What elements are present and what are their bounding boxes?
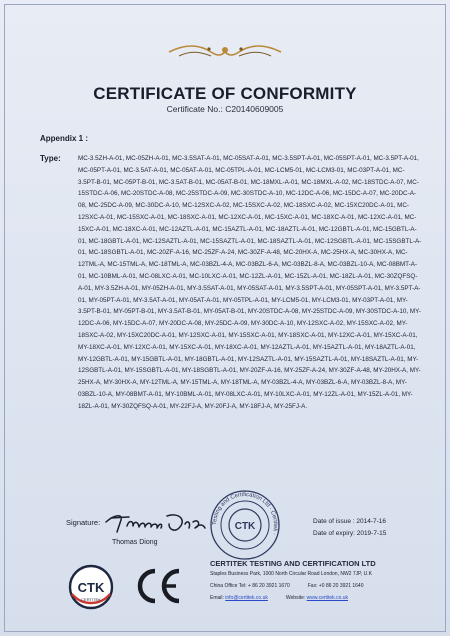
appendix-heading: Appendix 1 : xyxy=(40,134,89,143)
date-of-issue: Date of issue : 2014-7-16 xyxy=(313,518,386,525)
signatory-name: Thomas Diong xyxy=(112,539,158,546)
handwritten-signature xyxy=(103,510,208,536)
issuer-phone-fax xyxy=(210,583,430,589)
issuer-address: Staples Business Park, 1000 North Circular Road London, NW2 7JP, U.K xyxy=(210,571,372,577)
website-link[interactable]: www.certitek.co.uk xyxy=(306,595,349,601)
certificate-number: Certificate No.: C20140609005 xyxy=(166,104,284,114)
issuer-phone: China Office Tel: + 86 20 3921 1670 xyxy=(210,583,290,589)
email-link[interactable]: info@certitek.co.uk xyxy=(225,595,268,601)
stamp-ring-text: Testing and Certification Ltd · Certitek · xyxy=(211,491,279,536)
issuer-email-block xyxy=(210,595,268,601)
issuer-info xyxy=(210,559,430,601)
ctk-logo-text: CTK xyxy=(77,580,105,595)
type-list: MC-3.5ZH-A-01, MC-05ZH-A-01, MC-3.5SAT-A-01, MC-05SAT-A-01, MC-3.5SPT-A-01, MC-05SPT-A-01, MC-3.5PT-A-01, MC-05PT-A-01, MC-3.5AT-A-01, MC-05AT-A-01, MC-05TPL-A-01, MC-LCM5-01, MC-LCM3-01, MC-03PT-A-01, MC-3.5PT-B-01, MC-05PT-B-01, MC-3.5AT-B-01, MC-05AT-B-01, MC-18MXL-A-01, MC-18MXL-A-02, MC-18STDC-A-07, MC-15STDC-A-06, MC-20STDC-A-08, MC-25STDC-A-09, MC-30STDC-A-10, MC-12DC-A-06, MC-15DC-A-07, MC-20DC-A-08, MC-25DC-A-09, MC-30DC-A-10, MC-12SXC-A-02, MC-15SXC-A-02, MC-18SXC-A-02, MC-15XC20DC-A-01, MC-12SXC-A-01, MC-15SXC-A-01, MC-18SXC-A-01, MC-12XC-A-01, MC-15XC-A-01, MC-18XC-A-01, MC-12XC-A-01, MC-15XC-A-01, MC-18XC-A-01, MC-12AZTL-A-01, MC-15AZTL-A-01, MC-18AZTL-A-01, MC-12GBTL-A-01, MC-15GBTL-A-01, MC-18GBTL-A-01, MC-12SAZTL-A-01, MC-15SAZTL-A-01, MC-18SAZTL-A-01, MC-12SGBTL-A-01, MC-15SGBTL-A-01, MC-18SGBTL-A-01, MC-20ZF-A-16, MC-25ZF-A-24, MC-30ZF-A-48, MC-20HX-A, MC-25HX-A, MC-30HX-A, MC-12TML-A, MC-15TML-A, MC-18TML-A, MC-03BZL-4-A, MC-03BZL-6-A, MC-03BZL-8-A, MC-03BZL-10-A, MC-08BMT-A-01, MC-10BML-A-01, MC-08LXC-A-01, MC-10LXC-A-01, MC-12ZL-A-01, MC-15ZL-A-01, MC-18ZL-A-01, MC-30ZQFSQ-A-01, MY-3.5ZH-A-01, MY-05ZH-A-01, MY-3.5SAT-A-01, MY-05SAT-A-01, MY-3.5SPT-A-01, MY-05SPT-A-01, MY-3.5PT-A-01, MY-05PT-A-01, MY-3.5AT-A-01, MY-05AT-A-01, MY-05TPL-A-01, MY-LCM5-01, MY-LCM3-01, MY-03PT-A-01, MY-3.5PT-B-01, MY-05PT-B-01, MY-3.5AT-B-01, MY-05AT-B-01, MY-20STDC-A-08, MY-25STDC-A-09, MY-30STDC-A-10, MY-12DC-A-06, MY-15DC-A-07, MY-20DC-A-08, MY-25DC-A-09, MY-30DC-A-10, MY-12SXC-A-02, MY-15SXC-A-02, MY-18SXC-A-02, MY-15XC20DC-A-01, MY-12SXC-A-01, MY-15SXC-A-01, MY-18SXC-A-01, MY-12XC-A-01, MY-15XC-A-01, MY-18XC-A-01, MY-12XC-A-01, MY-15XC-A-01, MY-18XC-A-01, MY-12AZTL-A-01, MY-15AZTL-A-01, MY-18AZTL-A-01, MY-12GBTL-A-01, MY-15GBTL-A-01, MY-18GBTL-A-01, MY-12SAZTL-A-01, MY-15SAZTL-A-01, MY-18SAZTL-A-01, MY-12SGBTL-A-01, MY-15SGBTL-A-01, MY-18SGBTL-A-01, MY-20ZF-A-16, MY-25ZF-A-24, MY-30ZF-A-48, MY-20HX-A, MY-25HX-A, MY-30HX-A, MY-12TML-A, MY-15TML-A, MY-18TML-A, MY-03BZL-4-A, MY-03BZL-6-A, MY-03BZL-8-A, MY-03BZL-10-A, MY-08BMT-A-01, MY-10BML-A-01, MY-08LXC-A-01, MY-10LXC-A-01, MY-12ZL-A-01, MY-15ZL-A-01, MY-18ZL-A-01, MY-30ZQFSQ-A-01, MY-22FJ-A, MY-20FJ-A, MY-18FJ-A, MY-25FJ-A. xyxy=(78,155,422,410)
ce-mark-text: CE xyxy=(134,566,136,567)
email-label: Email: xyxy=(210,595,226,601)
ctk-logo-subtext: CERTITEK xyxy=(81,597,101,602)
stamp-center-text: CTK xyxy=(234,521,256,532)
ctk-logo xyxy=(62,564,120,610)
issuer-name: CERTITEK TESTING AND CERTIFICATION LTD xyxy=(210,559,376,568)
issuer-website-block xyxy=(286,595,348,601)
certification-stamp xyxy=(208,488,282,562)
signature-label: Signature: xyxy=(66,518,101,527)
type-label: Type: xyxy=(40,154,61,163)
website-label: Website: xyxy=(285,595,307,601)
ce-mark xyxy=(134,566,182,606)
certificate-title: CERTIFICATE OF CONFORMITY xyxy=(93,84,357,103)
issuer-fax: Fax: +0 86 20 3921 1640 xyxy=(307,583,364,589)
decorative-ornament xyxy=(165,40,285,64)
validity-dates xyxy=(313,516,386,540)
date-of-expiry: Date of expiry: 2019-7-15 xyxy=(313,530,387,537)
issuer-email-website xyxy=(210,595,430,601)
